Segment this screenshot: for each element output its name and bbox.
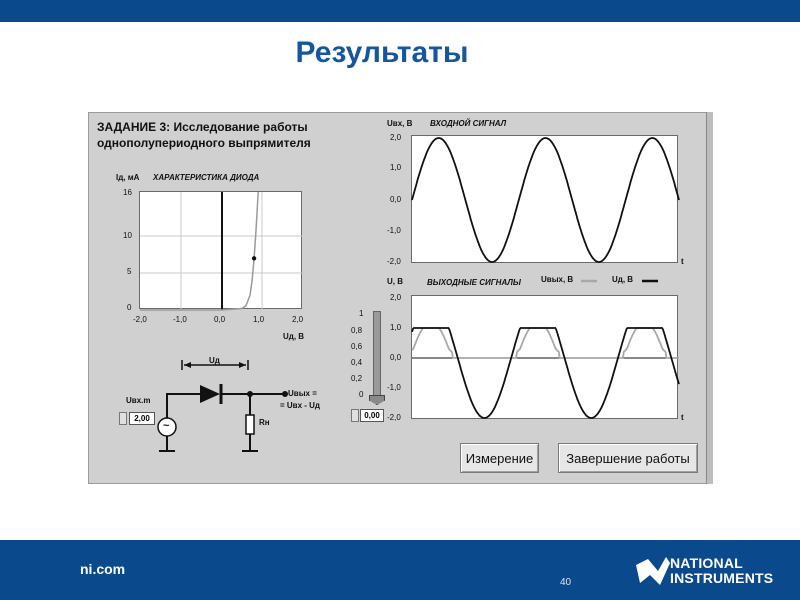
diode-chart-ylabel: Iд, мА [116,173,140,182]
top-bar [0,0,800,22]
measure-button[interactable]: Измерение [460,443,539,473]
logo-line1: NATIONAL [670,555,743,571]
diode-ytick: 0 [127,303,132,312]
input-ytick: -2,0 [387,257,401,266]
diode-ytick: 5 [127,267,132,276]
input-ytick: -1,0 [387,226,401,235]
slider-track[interactable] [373,311,381,401]
source-amplitude-input[interactable]: 2,00 [129,412,155,425]
legend-uout-swatch [581,279,597,283]
input-signal-plot [411,135,678,263]
uout-formula-line1: Uвых = [288,389,317,398]
diode-symbol [200,385,220,403]
source-amplitude-spinner[interactable] [119,412,127,425]
slider-value-field[interactable]: 0,00 [360,409,384,422]
footer-url[interactable]: ni.com [80,561,126,577]
slider-value-spinner[interactable] [351,409,359,422]
output-ytick: 2,0 [390,293,402,302]
output-chart-ylabel: U, В [387,277,403,286]
input-ytick: 2,0 [390,133,402,142]
slide-title: Результаты [295,36,469,69]
output-chart-xlabel: t [681,413,684,422]
diode-xtick: -2,0 [133,315,147,324]
diode-chart-xlabel: Uд, В [283,332,305,341]
input-signal-series [412,138,679,262]
task-heading-line2: однополупериодного выпрямителя [97,136,311,150]
source-tilde: ~ [163,420,170,432]
slider-tick: 0,6 [351,342,363,351]
legend-uout-label: Uвых, В [541,275,574,284]
diode-ytick: 10 [123,231,132,240]
input-ytick: 1,0 [390,163,402,172]
diode-curve-series [140,192,258,310]
ud-arrow-head [184,362,191,368]
slider-thumb[interactable] [369,395,385,405]
slider-tick: 0 [359,390,364,399]
finish-button[interactable]: Завершение работы [558,443,698,473]
output-chart-svg [412,296,679,420]
logo-line2: INSTRUMENTS [670,570,774,586]
panel-scroll-edge [706,112,713,484]
ud-label: Uд [209,356,220,365]
page-number: 40 [560,577,572,588]
slider-tick: 0,2 [351,374,363,383]
rectifier-circuit-diagram [109,348,369,468]
diode-xtick: 0,0 [214,315,226,324]
slider-tick: 1 [359,309,364,318]
diode-characteristic-plot [139,191,302,309]
output-ytick: 1,0 [390,323,402,332]
output-signals-plot [411,295,678,419]
wire [167,394,200,421]
slider-tick: 0,4 [351,358,363,367]
legend-ud-swatch [642,279,658,283]
output-chart-title: ВЫХОДНЫЕ СИГНАЛЫ [427,278,521,287]
input-chart-svg [412,136,679,264]
uout-formula-line2: = Uвх - Uд [280,401,321,410]
output-ytick: -1,0 [387,383,401,392]
ud-series [412,328,679,418]
diode-xtick: 1,0 [253,315,265,324]
labview-panel [88,112,713,484]
rn-label: Rн [259,418,270,427]
circuit-node [247,391,253,397]
diode-xtick: 2,0 [292,315,304,324]
output-ytick: -2,0 [387,413,401,422]
diode-ytick: 16 [123,188,132,197]
output-ytick: 0,0 [390,353,402,362]
diode-operating-point [252,256,256,260]
input-chart-xlabel: t [681,257,684,266]
diode-chart-title: ХАРАКТЕРИСТИКА ДИОДА [153,173,260,182]
legend-ud-label: Uд, В [612,275,634,284]
task-heading-line1: ЗАДАНИЕ 3: Исследование работы [97,120,308,134]
ud-arrow-head [239,362,246,368]
input-chart-title: ВХОДНОЙ СИГНАЛ [430,119,507,128]
input-ytick: 0,0 [390,195,402,204]
source-amplitude-label: Uвх.m [126,396,151,405]
diode-xtick: -1,0 [173,315,187,324]
load-resistor-symbol [246,415,254,434]
slider-tick: 0,8 [351,326,363,335]
input-chart-ylabel: Uвх, В [387,119,413,128]
uout-series [412,328,679,358]
diode-chart-svg [140,192,303,310]
